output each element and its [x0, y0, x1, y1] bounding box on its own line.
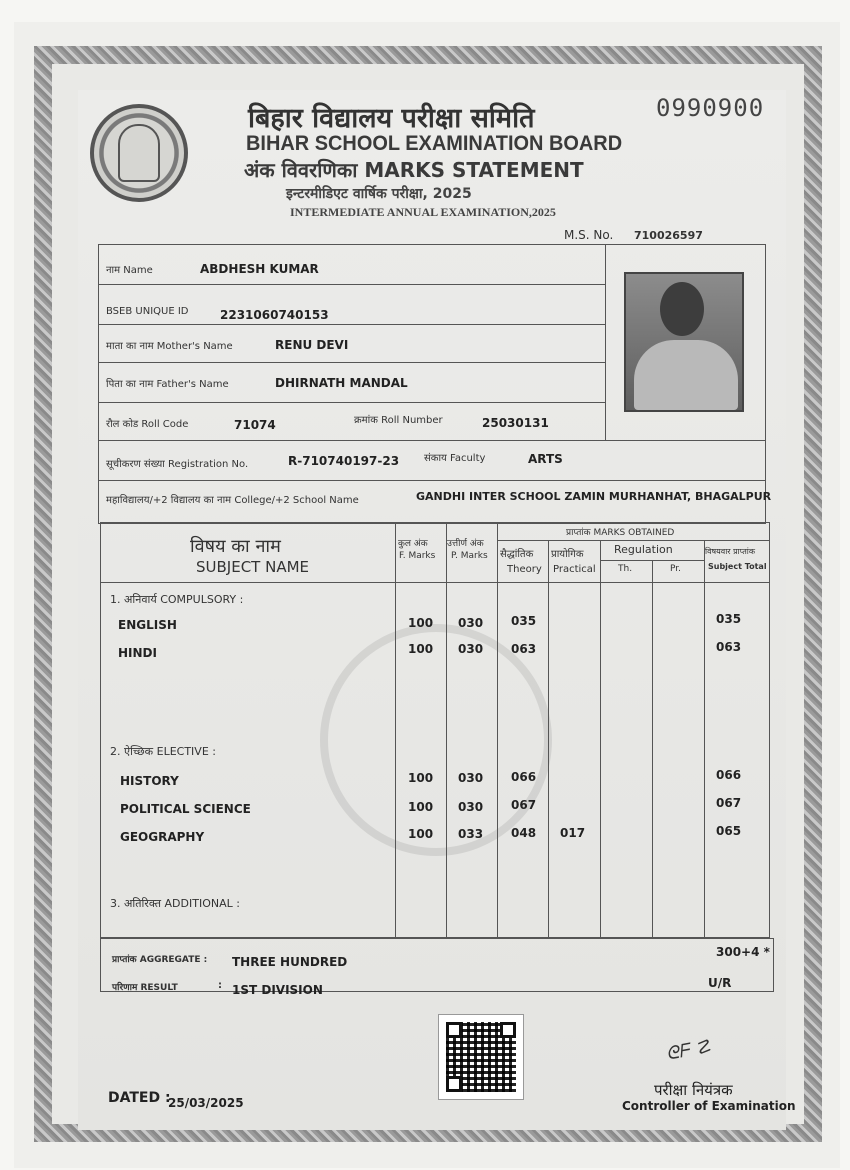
roll-number-label: क्रमांक Roll Number	[354, 415, 443, 426]
full-marks-header: F. Marks	[399, 551, 436, 561]
elective-section-label: 2. ऐच्छिक ELECTIVE :	[110, 745, 216, 758]
theory-marks: 063	[511, 642, 537, 656]
roll-code: 71074	[234, 418, 276, 432]
pass-marks-header-hindi: उत्तीर्ण अंक	[447, 539, 484, 549]
regulation-theory-header: Th.	[618, 564, 633, 574]
subject-name: ENGLISH	[118, 618, 177, 632]
aggregate-words: THREE HUNDRED	[232, 955, 348, 969]
full-marks: 100	[408, 800, 434, 814]
board-title-english: BIHAR SCHOOL EXAMINATION BOARD	[246, 132, 623, 155]
subject-total: 065	[716, 824, 742, 838]
subject-total: 063	[716, 640, 742, 654]
subject-total-header-hindi: विषयवार प्राप्तांक	[705, 547, 755, 556]
full-marks: 100	[408, 827, 434, 841]
subject-name: HISTORY	[120, 774, 179, 788]
subject-total-header: Subject Total	[708, 562, 767, 571]
theory-header: Theory	[507, 564, 542, 575]
theory-marks: 066	[511, 770, 537, 784]
theory-marks: 048	[511, 826, 537, 840]
father-name-label: पिता का नाम Father's Name	[106, 379, 229, 390]
uid-label: BSEB UNIQUE ID	[106, 306, 189, 317]
exam-title-english: INTERMEDIATE ANNUAL EXAMINATION,2025	[290, 205, 556, 219]
subject-name: POLITICAL SCIENCE	[120, 802, 251, 816]
aggregate-value: 300+4 *	[716, 945, 770, 959]
college-label: महाविद्यालय/+2 विद्यालय का नाम College/+2 School Name	[106, 495, 359, 506]
statement-title: अंक विवरणिका MARKS STATEMENT	[244, 158, 584, 182]
result-colon: :	[218, 980, 222, 991]
marks-table	[100, 522, 770, 938]
qr-finder	[500, 1022, 516, 1038]
full-marks-header-hindi: कुल अंक	[398, 539, 428, 549]
subject-name: HINDI	[118, 646, 157, 660]
dated-label: DATED :	[108, 1090, 171, 1106]
student-name: ABDHESH KUMAR	[200, 262, 319, 276]
exam-title-hindi: इन्टरमीडिएट वार्षिक परीक्षा, 2025	[286, 186, 472, 202]
theory-header-hindi: सैद्धांतिक	[500, 549, 534, 560]
controller-title: Controller of Examination	[622, 1099, 796, 1113]
roll-number: 25030131	[482, 416, 549, 430]
father-name: DHIRNATH MANDAL	[275, 376, 408, 390]
regulation-practical-header: Pr.	[670, 564, 682, 574]
mother-name: RENU DEVI	[275, 338, 349, 352]
faculty: ARTS	[528, 452, 563, 466]
pass-marks: 030	[458, 642, 484, 656]
subject-header-hindi: विषय का नाम	[190, 536, 281, 557]
full-marks: 100	[408, 771, 434, 785]
issue-date: 25/03/2025	[168, 1096, 244, 1110]
ms-no-value: 710026597	[634, 229, 703, 242]
pass-marks: 030	[458, 771, 484, 785]
mother-name-label: माता का नाम Mother's Name	[106, 341, 233, 352]
result-label: परिणाम RESULT	[112, 983, 178, 993]
subject-name: GEOGRAPHY	[120, 830, 205, 844]
college-name: GANDHI INTER SCHOOL ZAMIN MURHANHAT, BHAGALPUR	[416, 490, 772, 503]
full-marks: 100	[408, 616, 434, 630]
practical-header-hindi: प्रायोगिक	[551, 549, 584, 560]
pass-marks: 030	[458, 800, 484, 814]
ms-no-label: M.S. No.	[564, 228, 614, 242]
subject-total: 066	[716, 768, 742, 782]
regulation-header: Regulation	[614, 543, 673, 556]
pass-marks-header: P. Marks	[451, 551, 488, 561]
registration-label: सूचीकरण संख्या Registration No.	[106, 459, 249, 470]
qr-finder	[446, 1022, 462, 1038]
practical-marks: 017	[560, 826, 586, 840]
controller-title-hindi: परीक्षा नियंत्रक	[654, 1081, 733, 1099]
subject-header-english: SUBJECT NAME	[196, 558, 309, 576]
photo-body	[634, 340, 738, 410]
serial-number: 0990900	[656, 94, 765, 122]
aggregate-box	[100, 938, 774, 992]
board-title-hindi: बिहार विद्यालय परीक्षा समिति	[248, 103, 535, 134]
theory-marks: 067	[511, 798, 537, 812]
controller-signature: ᘓᖴ ☡	[664, 1036, 713, 1065]
subject-total: 067	[716, 796, 742, 810]
aggregate-label: प्राप्तांक AGGREGATE :	[112, 955, 208, 965]
board-logo-figure	[118, 124, 160, 182]
pass-marks: 030	[458, 616, 484, 630]
name-label: नाम Name	[106, 265, 153, 276]
marks-obtained-header: प्राप्तांक MARKS OBTAINED	[566, 528, 675, 538]
photo-head	[660, 282, 704, 336]
full-marks: 100	[408, 642, 434, 656]
category-ur: U/R	[708, 976, 732, 990]
result-division: 1ST DIVISION	[232, 983, 323, 997]
practical-header: Practical	[553, 564, 596, 575]
registration-number: R-710740197-23	[288, 454, 400, 468]
additional-section-label: 3. अतिरिक्त ADDITIONAL :	[110, 897, 240, 910]
compulsory-section-label: 1. अनिवार्य COMPULSORY :	[110, 593, 244, 606]
theory-marks: 035	[511, 614, 537, 628]
pass-marks: 033	[458, 827, 484, 841]
qr-finder	[446, 1076, 462, 1092]
subject-total: 035	[716, 612, 742, 626]
roll-code-label: रौल कोड Roll Code	[106, 419, 189, 430]
unique-id: 2231060740153	[220, 308, 329, 322]
faculty-label: संकाय Faculty	[424, 453, 486, 464]
